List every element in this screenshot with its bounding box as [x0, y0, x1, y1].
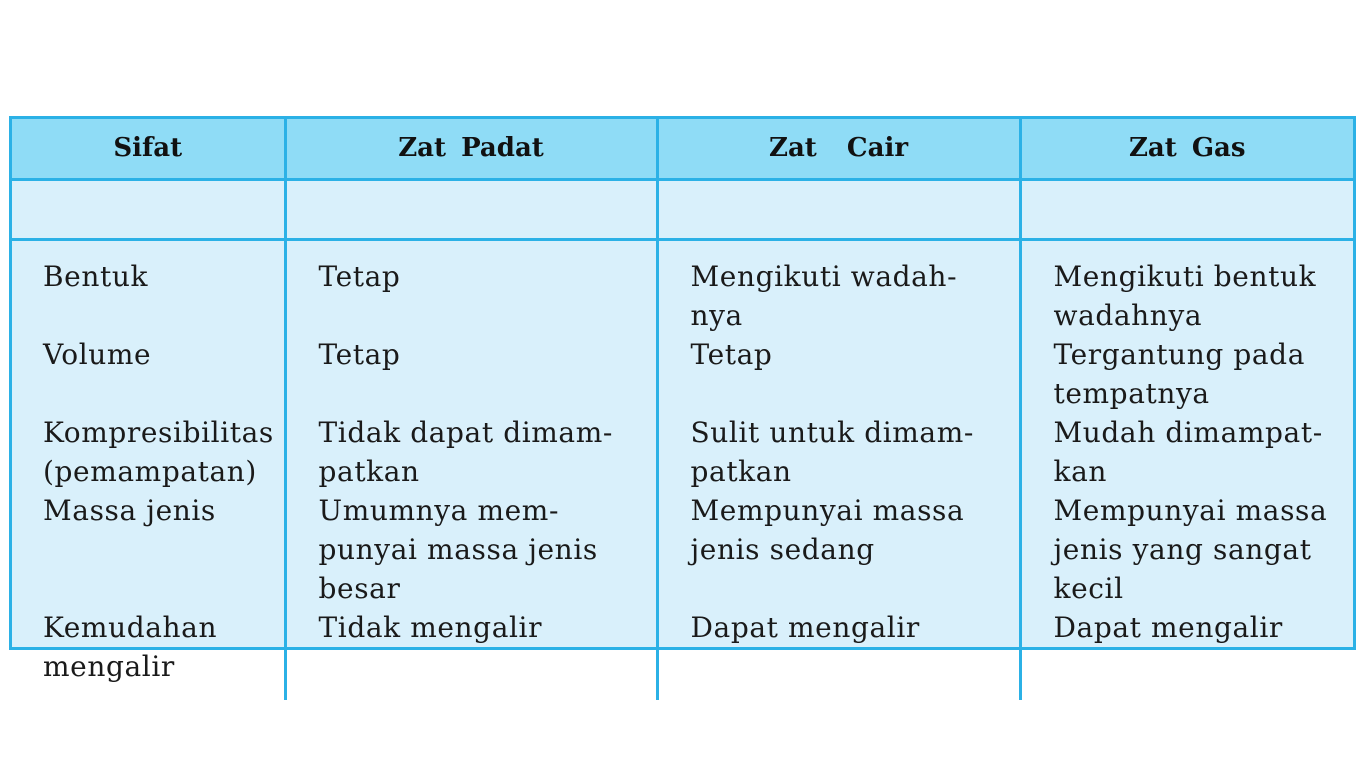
property-cell: [12, 239, 285, 335]
zat-cair-cell: [657, 413, 1020, 491]
zat-gas-cell: [1020, 413, 1353, 491]
cell-line: Dapat mengalir: [1053, 610, 1283, 644]
cell-line: Sulit untuk dimam-: [690, 415, 974, 449]
cell-line: patkan: [318, 454, 420, 488]
cell-line: Tergantung pada: [1053, 337, 1305, 371]
zat-gas-cell: [1020, 491, 1353, 608]
table-body: [12, 239, 1353, 700]
properties-table: [9, 116, 1356, 683]
cell-line: kecil: [1053, 571, 1124, 605]
header-row: [12, 119, 1353, 179]
cell-line: jenis yang sangat: [1053, 532, 1312, 566]
cell-line: Mempunyai massa: [690, 493, 965, 527]
zat-gas-cell: [1020, 335, 1353, 413]
cell-line: (pemampatan): [43, 454, 257, 488]
cell-line: Tidak mengalir: [318, 610, 543, 644]
cell-line: punyai massa jenis: [318, 532, 598, 566]
cell-line: Mudah dimampat-: [1053, 415, 1323, 449]
zat-padat-cell: [285, 491, 657, 608]
table-row: [12, 608, 1353, 700]
cell-line: kan: [1053, 454, 1107, 488]
cell-line: Mengikuti bentuk: [1053, 259, 1317, 293]
cell-line: Bentuk: [43, 259, 149, 293]
property-cell: [12, 491, 285, 608]
table-row: [12, 491, 1353, 608]
cell-line: jenis sedang: [690, 532, 875, 566]
zat-cair-cell: [657, 335, 1020, 413]
table-row: [12, 335, 1353, 413]
header-zat-cair: Zat Cair: [657, 119, 1020, 179]
table-row: [12, 413, 1353, 491]
cell-line: Massa jenis: [43, 493, 216, 527]
zat-gas-cell: [1020, 239, 1353, 335]
cell-line: Mengikuti wadah-: [690, 259, 958, 293]
header-divider: [12, 179, 1353, 239]
cell-line: besar: [318, 571, 401, 605]
cell-line: mengalir: [43, 649, 175, 683]
cell-line: Tetap: [690, 337, 773, 371]
table-grid: [12, 119, 1353, 700]
cell-line: Tetap: [318, 337, 401, 371]
zat-padat-cell: [285, 608, 657, 700]
property-cell: [12, 608, 285, 700]
cell-line: Kompresibilitas: [43, 415, 274, 449]
cell-line: Volume: [43, 337, 152, 371]
zat-padat-cell: [285, 413, 657, 491]
property-cell: [12, 413, 285, 491]
zat-cair-cell: [657, 491, 1020, 608]
cell-line: Umumnya mem-: [318, 493, 560, 527]
zat-padat-cell: [285, 335, 657, 413]
cell-line: tempatnya: [1053, 376, 1210, 410]
zat-cair-cell: [657, 239, 1020, 335]
header-sifat: Sifat: [12, 119, 285, 179]
table-row: [12, 239, 1353, 335]
cell-line: Kemudahan: [43, 610, 218, 644]
cell-line: wadahnya: [1053, 298, 1203, 332]
zat-cair-cell: [657, 608, 1020, 700]
property-cell: [12, 335, 285, 413]
cell-line: Tetap: [318, 259, 401, 293]
zat-gas-cell: [1020, 608, 1353, 700]
cell-line: Dapat mengalir: [690, 610, 920, 644]
header-zat-gas: Zat Gas: [1020, 119, 1353, 179]
cell-line: nya: [690, 298, 743, 332]
cell-line: patkan: [690, 454, 792, 488]
header-zat-padat: Zat Padat: [285, 119, 657, 179]
cell-line: Tidak dapat dimam-: [318, 415, 613, 449]
cell-line: Mempunyai massa: [1053, 493, 1328, 527]
zat-padat-cell: [285, 239, 657, 335]
